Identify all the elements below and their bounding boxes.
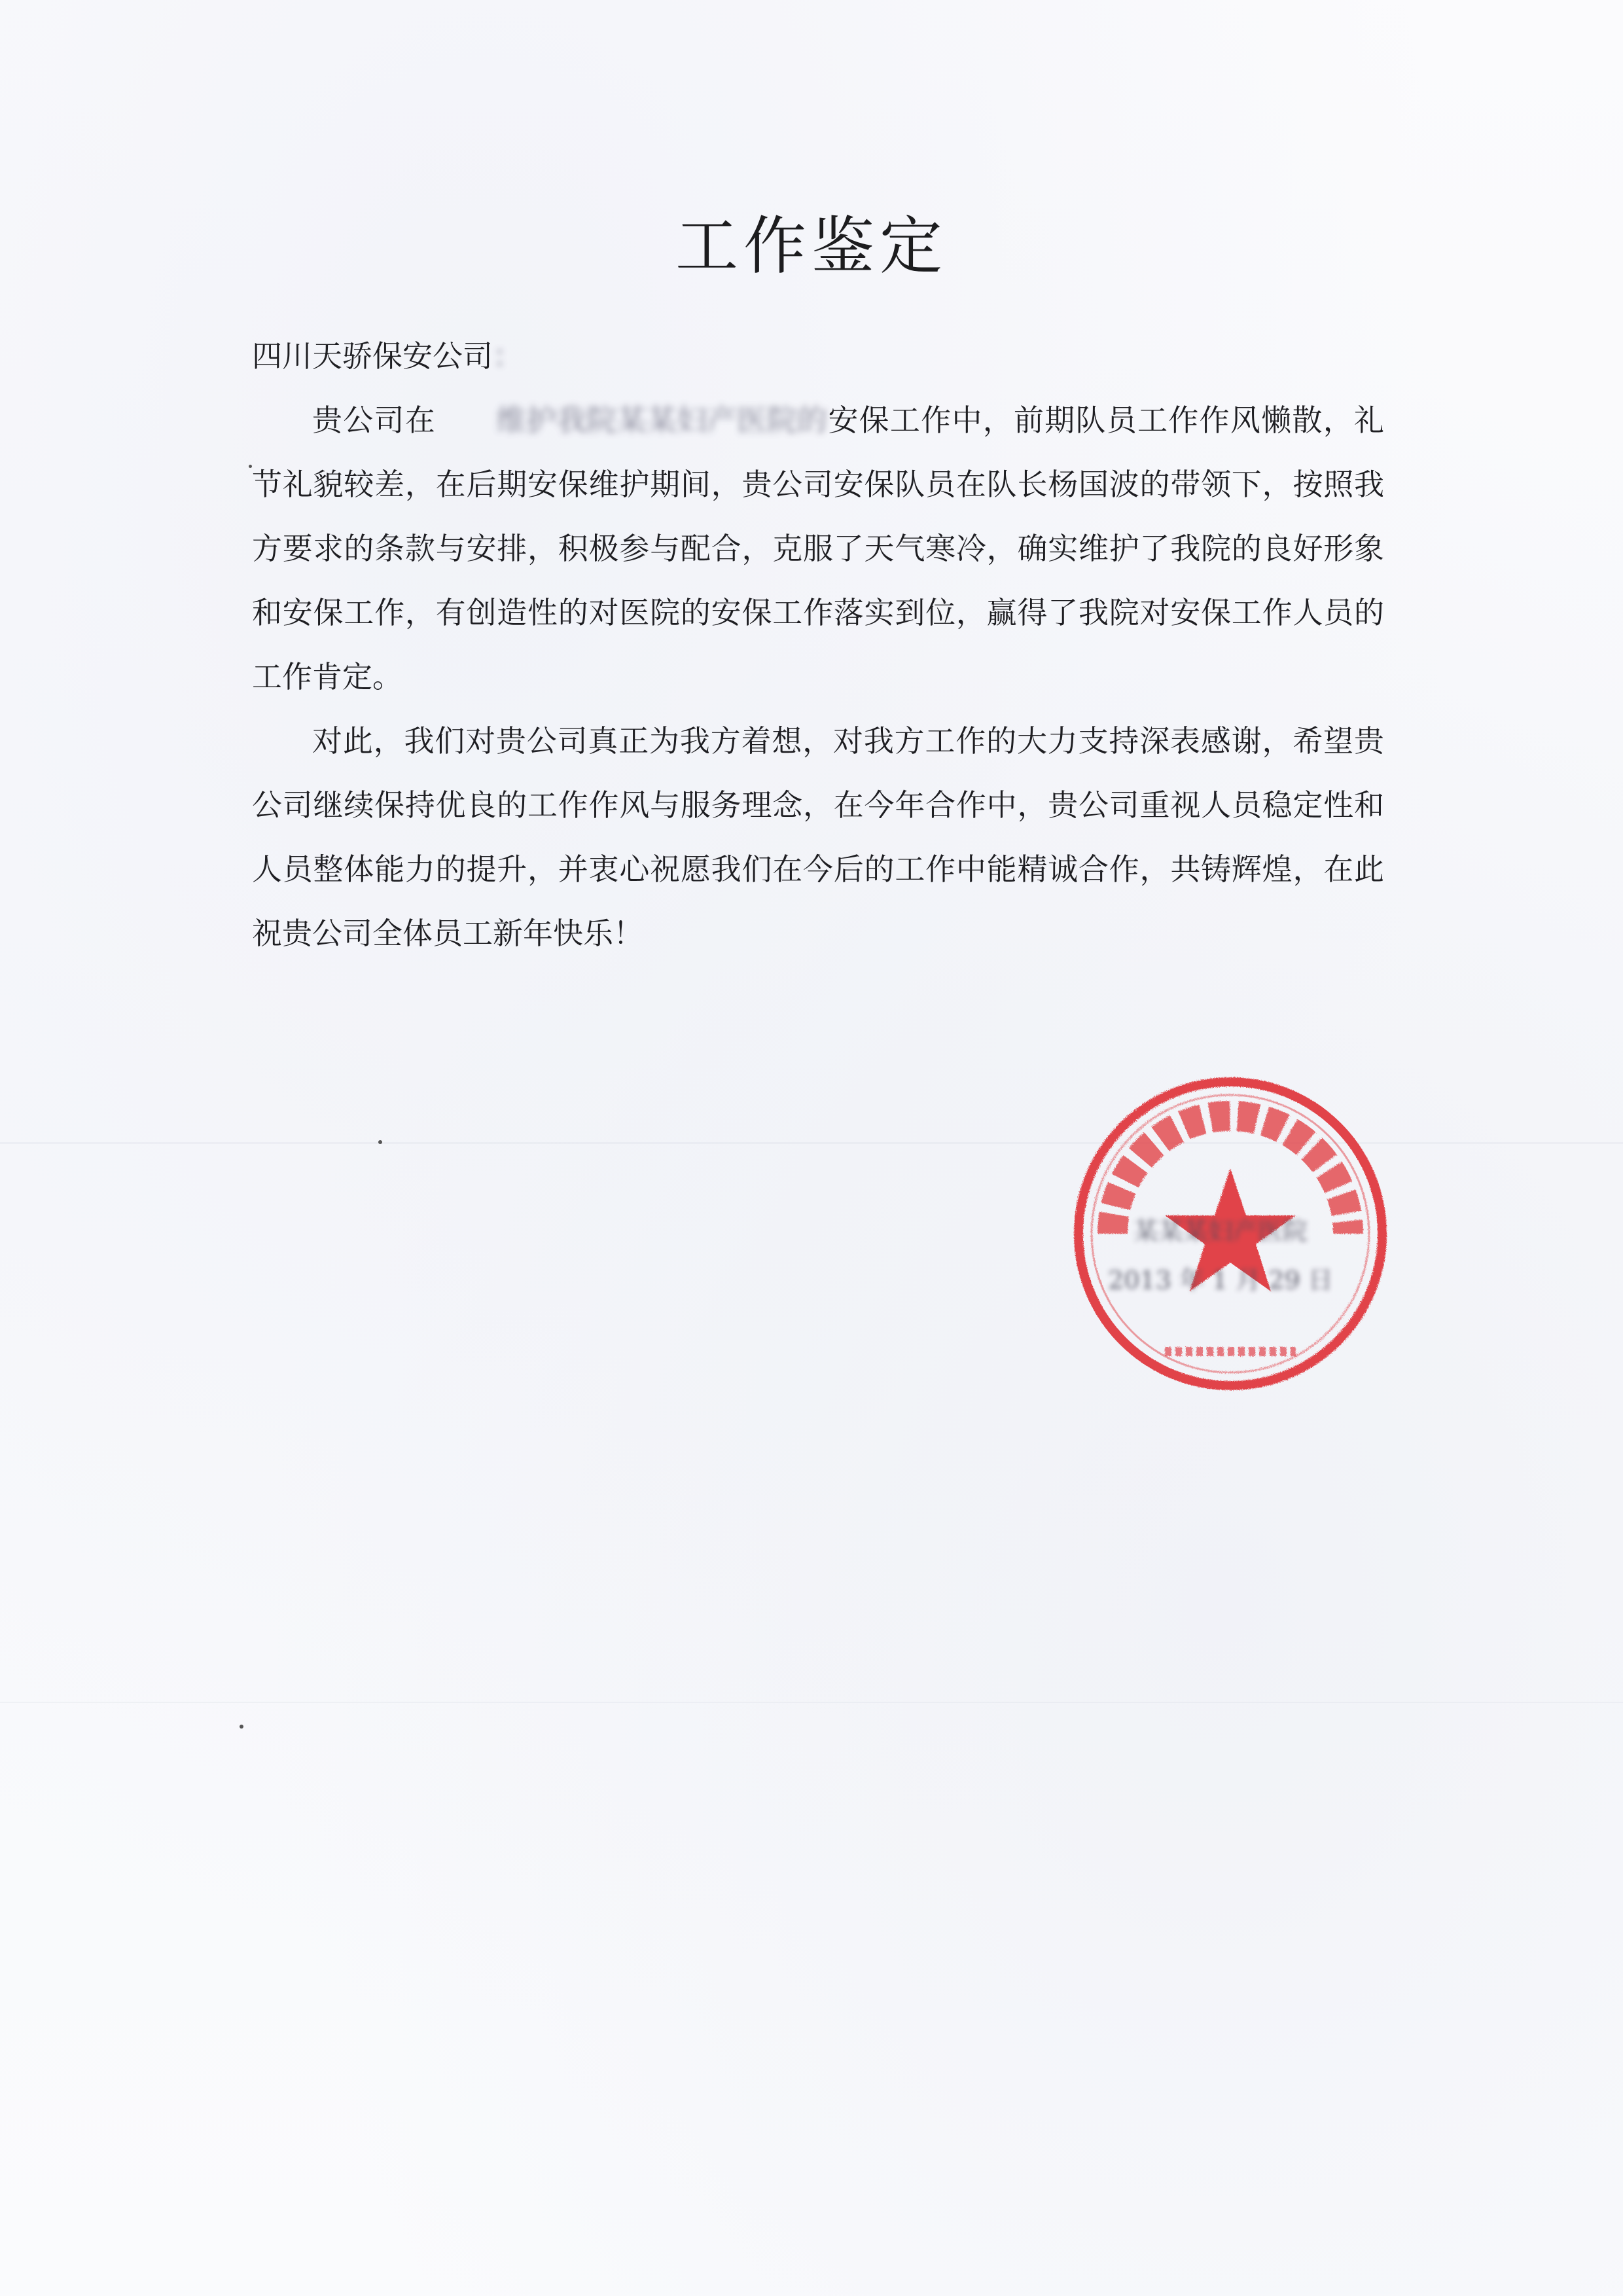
seal-inner-line-1: 某某某妇产医院	[1133, 1217, 1308, 1246]
paper-speck	[240, 1725, 243, 1729]
paragraph-1-lead: 贵公司在	[312, 403, 437, 438]
redacted-text: 维护我院某某妇产医院的	[496, 403, 828, 438]
seal-inner-line-2: 2013 年 1 月 29 日	[1108, 1266, 1333, 1295]
paper-speck	[249, 465, 252, 468]
paper-speck	[378, 1140, 382, 1144]
addressee: 四川天骄保安公司	[252, 338, 493, 374]
paragraph-1-rest: 安保工作中，前期队员工作作风懒散，礼节礼貌较差，在后期安保维护期间，贵公司安保队员在队长杨国波的带领下，按照我方要求的条款与安排，积极参与配合，克服了天气寒冷，确实维护了我院的良好形象和安保工作，有创造性的对医院的安保工作落实到位，赢得了我院对安保工作人员的工作肯定。	[252, 403, 1385, 694]
document-body	[252, 324, 1384, 965]
document-title: 工作鉴定	[675, 209, 948, 283]
paragraph-2: 对此，我们对贵公司真正为我方着想，对我方工作的大力支持深表感谢，希望贵公司继续保持优良的工作作风与服务理念，在今年合作中，贵公司重视人员稳定性和人员整体能力的提升，并衷心祝愿我们在今后的工作中能精诚合作，共铸辉煌，在此祝贵公司全体员工新年快乐！	[252, 723, 1384, 951]
addressee-line	[252, 324, 1384, 388]
paragraph-1	[252, 388, 1384, 709]
redacted-text: ：	[493, 338, 523, 374]
paper-fold	[0, 1702, 1623, 1703]
